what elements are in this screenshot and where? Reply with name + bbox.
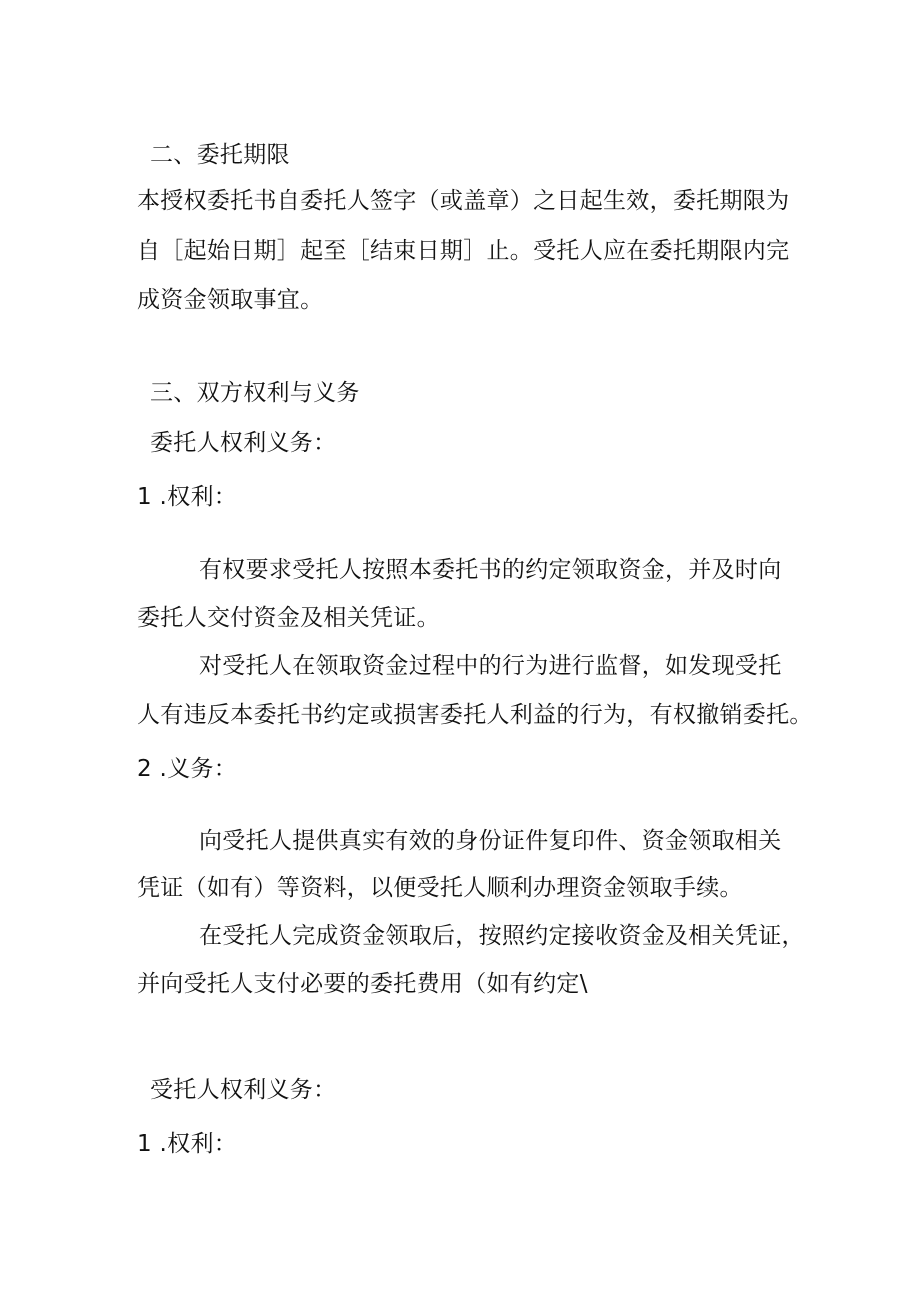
principal-right-2-line-2: 人有违反本委托书约定或损害委托人利益的行为，有权撤销委托。	[137, 702, 813, 728]
principal-right-2-line-1: 对受托人在领取资金过程中的行为进行监督，如发现受托	[199, 653, 782, 679]
principal-obligation-2-line-1: 在受托人完成资金领取后，按照约定接收资金及相关凭证，	[199, 923, 805, 949]
principal-right-1-line-1: 有权要求受托人按照本委托书的约定领取资金，并及时向	[199, 557, 782, 583]
section-heading-rights-obligations: 三、双方权利与义务	[150, 380, 360, 406]
principal-obligation-1-line-2: 凭证（如有）等资料，以便受托人顺利办理资金领取手续。	[137, 875, 743, 901]
principal-right-1-line-2: 委托人交付资金及相关凭证。	[137, 605, 440, 631]
principal-obligation-2-line-2: 并向受托人支付必要的委托费用（如有约定\	[137, 971, 588, 997]
principal-rights-title: 委托人权利义务：	[150, 430, 337, 456]
term-paragraph-line-2: 自［起始日期］起至［结束日期］止。受托人应在委托期限内完	[137, 238, 790, 264]
principal-rights-label: 1 .权利：	[137, 484, 238, 510]
agent-rights-title: 受托人权利义务：	[150, 1077, 337, 1103]
agent-rights-label: 1 .权利：	[137, 1131, 238, 1157]
term-paragraph-line-3: 成资金领取事宜。	[137, 287, 324, 313]
section-heading-term: 二、委托期限	[150, 142, 290, 168]
term-paragraph-line-1: 本授权委托书自委托人签字（或盖章）之日起生效，委托期限为	[137, 188, 790, 214]
principal-obligation-1-line-1: 向受托人提供真实有效的身份证件复印件、资金领取相关	[199, 828, 782, 854]
principal-obligations-label: 2 .义务：	[137, 756, 238, 782]
